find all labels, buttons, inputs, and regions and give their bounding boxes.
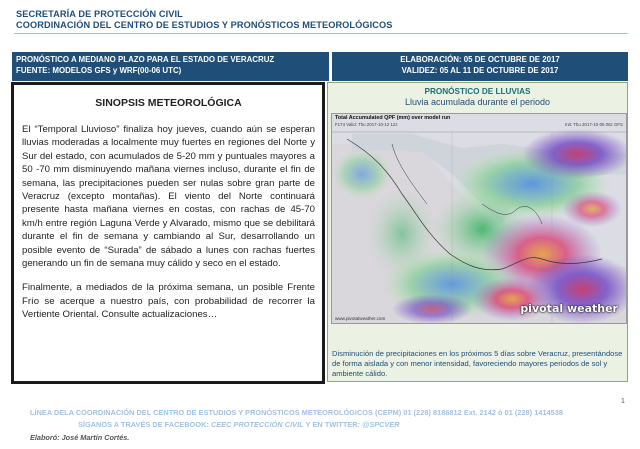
footer-social-mid: Y EN TWITTER: [305, 420, 361, 429]
forecast-type: PRONÓSTICO A MEDIANO PLAZO PARA EL ESTADO DE VERACRUZ [16, 55, 275, 64]
map-init-time: Init: Thu 2017-10-05 06z GFS [564, 122, 623, 127]
facebook-handle: CEEC PROTECCIÓN CIVIL [211, 420, 304, 429]
rain-forecast-note: Disminución de precipitaciones en los próximos 5 días sobre Veracruz, presentándose de forma aislada y con menor intensidad, favoreciendo mayores periodos de sol y ambiente cálido. [332, 349, 623, 378]
map-source-url: www.pivotalweather.com [335, 316, 386, 321]
map-valid-time: F174 Valid: Thu 2017-10-12 12z [335, 122, 398, 127]
header-divider [14, 33, 628, 34]
elaboration-date: ELABORACIÓN: 05 DE OCTUBRE DE 2017 [400, 55, 560, 64]
pivotal-weather-logo: pivotal weather [520, 302, 618, 315]
synopsis-paragraph-1: El “Temporal Lluvioso” finaliza hoy jueves, cuando aún se esperan lluvias moderadas a localmente muy fuertes en regiones del Norte y Sur del estado, con acumulados de 5-20 mm y puntuales mayores a 50 -70 mm disminuyendo mañana viernes incluso, durante el fin de semana, las precipitaciones pueden ser nulas sobre gran parte de Veracruz (excepto montañas). El viento del Norte continuará presente hasta mañana viernes en costas, con rachas de 45-70 km/h entre región Laguna Verde y Alvarado, mismo que se debilitará durante el fin de semana y cambiando al Sur, desarrollando un posible evento de “Surada” de sábado a lunes con rachas fuertes generando un fin de semana muy cálido y seco en el estado. [22, 124, 315, 270]
author-credit: Elaboró: José Martín Cortés. [30, 433, 130, 442]
forecast-source: FUENTE: MODELOS GFS y WRF(00-06 UTC) [16, 65, 182, 75]
header-department: COORDINACIÓN DEL CENTRO DE ESTUDIOS Y PRONÓSTICOS METEOROLÓGICOS [16, 20, 393, 30]
forecast-banner-left [12, 52, 329, 81]
page-number: 1 [621, 398, 625, 405]
header-agency: SECRETARÍA DE PROTECCIÓN CIVIL [16, 9, 183, 19]
validity-range: VALIDEZ: 05 AL 11 DE OCTUBRE DE 2017 [401, 65, 559, 75]
rain-forecast-subtitle: Lluvia acumulada durante el periodo [404, 97, 551, 107]
synopsis-box [11, 82, 325, 384]
precipitation-map-graphic [332, 114, 627, 324]
footer-social-prefix: SÍGANOS A TRAVÉS DE FACEBOOK: [78, 420, 209, 429]
rain-forecast-panel [327, 82, 628, 382]
footer-social-line [78, 420, 400, 429]
synopsis-paragraph-2: Finalmente, a mediados de la próxima semana, un posible Frente Frío se acerque a nuestro país, con probabilidad de recorrer la Vertiente Oriental. Consulte actualizaciones… [22, 282, 315, 321]
twitter-handle: @SPCVER [362, 420, 400, 429]
footer-contact-line: LÍNEA DELA COORDINACIÓN DEL CENTRO DE ESTUDIOS Y PRONÓSTICOS METEOROLÓGICOS (CEPM) 01 (228) 8186812 Ext. 2142 ó 01 (228) 1414538 [30, 408, 563, 417]
precipitation-map [331, 113, 627, 324]
rain-forecast-title: PRONÓSTICO DE LLUVIAS [424, 87, 531, 96]
forecast-banner-right [332, 52, 628, 81]
map-caption: Total Accumulated QPF (mm) over model run [335, 115, 451, 121]
synopsis-title: SINOPSIS METEOROLÓGICA [95, 97, 242, 109]
